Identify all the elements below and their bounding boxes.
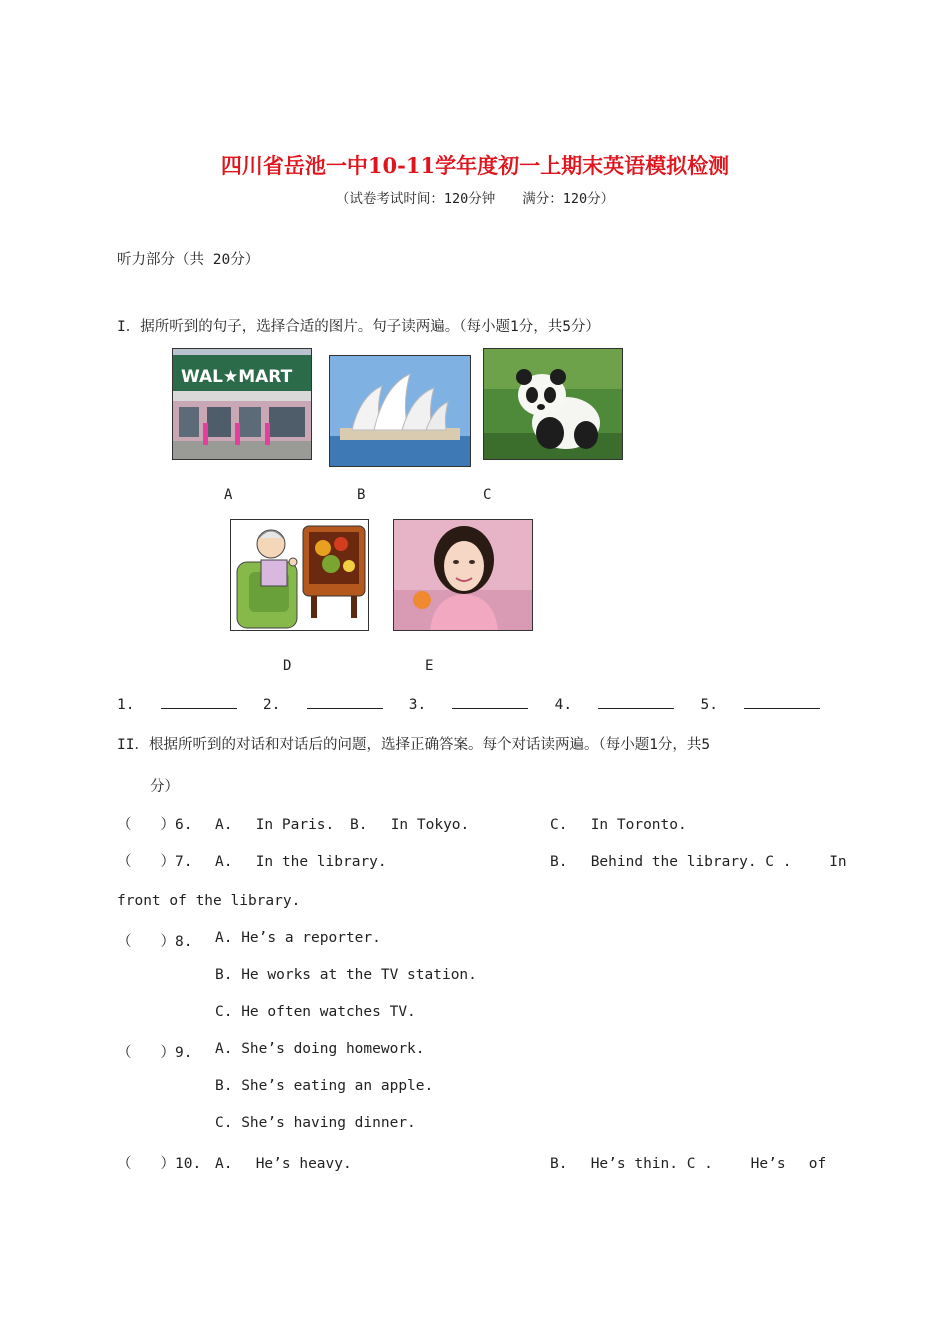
- picture-d-label: D: [283, 658, 292, 674]
- question-7-option-a: A. In the library.: [215, 854, 387, 870]
- answer-number: 1.: [117, 697, 135, 713]
- part2-instruction: II．根据所听到的对话和对话后的问题，选择正确答案。每个对话读两遍。（每小题1分，共5: [117, 737, 711, 753]
- picture-c-label: C: [483, 487, 492, 503]
- picture-c-panda: [483, 348, 623, 460]
- part2-instruction-cont: 分）: [150, 779, 179, 795]
- question-6-option-c: C. In Toronto.: [550, 817, 687, 833]
- exam-info: （试卷考试时间：120分钟 满分：120分）: [335, 191, 615, 207]
- walmart-illustration: [173, 349, 311, 459]
- picture-a-label: A: [224, 487, 233, 503]
- picture-e-girl: [393, 519, 533, 631]
- question-6-number: （ ）6.: [117, 817, 193, 833]
- question-10-option-b: B. He’s thin. C . He’s of: [550, 1156, 827, 1172]
- girl-portrait: [394, 520, 532, 630]
- question-9-number: （ ）9.: [117, 1045, 193, 1061]
- watching-tv-illustration: [231, 520, 368, 630]
- picture-a-walmart: [172, 348, 312, 460]
- question-8-option-a: A. He’s a reporter.: [215, 930, 381, 946]
- picture-b-opera-house: [329, 355, 471, 467]
- picture-e-label: E: [425, 658, 434, 674]
- question-8-number: （ ）8.: [117, 934, 193, 950]
- question-7-option-c-cont: front of the library.: [117, 893, 301, 909]
- question-7-option-b: B. Behind the library. C . In: [550, 854, 847, 870]
- answer-blank[interactable]: [307, 696, 383, 709]
- answer-number: 2.: [262, 697, 281, 713]
- answer-blank[interactable]: [598, 696, 674, 709]
- question-8-option-c: C. He often watches TV.: [215, 1004, 416, 1020]
- question-7-number: （ ）7.: [117, 854, 193, 870]
- answer-blank[interactable]: [744, 696, 820, 709]
- question-6-option-a: A. In Paris.: [215, 817, 335, 833]
- answer-number: 5.: [700, 697, 718, 713]
- answer-blank[interactable]: [161, 696, 237, 709]
- picture-d-watching-tv: [230, 519, 369, 631]
- question-8-option-b: B. He works at the TV station.: [215, 967, 477, 983]
- question-6-option-b: B. In Tokyo.: [350, 817, 470, 833]
- answer-number: 4.: [554, 697, 573, 713]
- question-9-option-a: A. She’s doing homework.: [215, 1041, 425, 1057]
- question-9-option-c: C. She’s having dinner.: [215, 1115, 416, 1131]
- listening-heading: 听力部分（共 20分）: [117, 252, 260, 268]
- question-10-number: （ ）10.: [117, 1156, 202, 1172]
- walmart-sign: WAL★MART: [181, 367, 293, 387]
- opera-house-illustration: [330, 356, 470, 466]
- answer-blank[interactable]: [452, 696, 528, 709]
- answer-line: [117, 696, 820, 713]
- part1-instruction: I．据所听到的句子，选择合适的图片。句子读两遍。（每小题1分，共5分）: [117, 319, 600, 335]
- picture-b-label: B: [357, 487, 366, 503]
- panda-illustration: [484, 349, 622, 459]
- question-10-option-a: A. He’s heavy.: [215, 1156, 352, 1172]
- page-title: 四川省岳池一中10-11学年度初一上期末英语模拟检测: [220, 153, 730, 178]
- answer-number: 3.: [408, 697, 427, 713]
- question-9-option-b: B. She’s eating an apple.: [215, 1078, 434, 1094]
